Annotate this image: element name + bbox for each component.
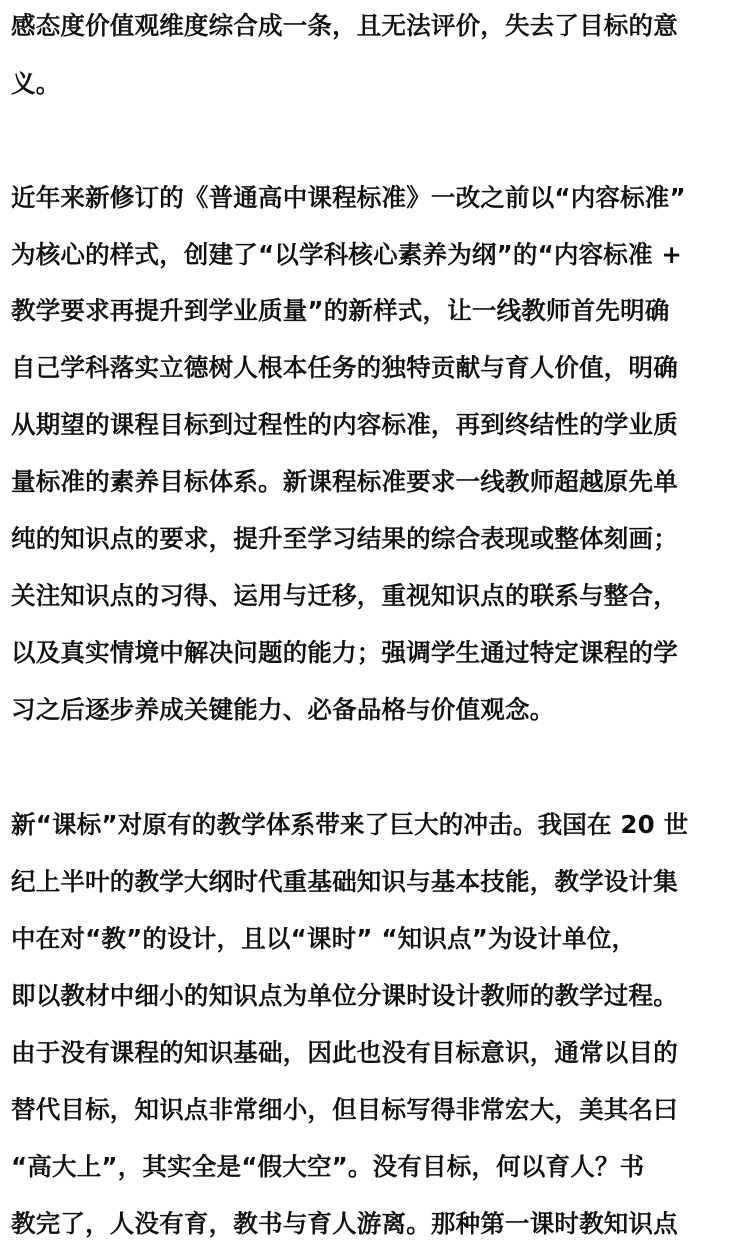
text-line: 即以教材中细小的知识点为单位分课时设计教师的教学过程。 <box>11 981 678 1010</box>
text-line: 纯的知识点的要求，提升至学习结果的综合表现或整体刻画； <box>11 524 678 553</box>
text-line: 教完了，人没有育，教书与育人游离。那种第一课时教知识点 <box>11 1209 678 1238</box>
text-line: 感态度价值观维度综合成一条，且无法评价，失去了目标的意 <box>11 11 678 40</box>
text-line: 关注知识点的习得、运用与迁移，重视知识点的联系与整合， <box>11 581 678 610</box>
text-line: “高大上”，其实全是“假大空”。没有目标，何以育人？书 <box>11 1152 645 1181</box>
text-line: 习之后逐步养成关键能力、必备品格与价值观念。 <box>11 695 555 724</box>
text-line: 中在对“教”的设计，且以“课时” “知识点”为设计单位， <box>11 924 637 953</box>
text-line: 自己学科落实立德树人根本任务的独特贡献与育人价值，明确 <box>11 353 678 382</box>
text-line: 纪上半叶的教学大纲时代重基础知识与基本技能，教学设计集 <box>11 867 678 896</box>
text-line: 教学要求再提升到学业质量”的新样式，让一线教师首先明确 <box>11 296 670 325</box>
text-line: 近年来新修订的《普通高中课程标准》一改之前以“内容标准” <box>11 183 686 212</box>
text-line: 新“课标”对原有的教学体系带来了巨大的冲击。我国在 20 世 <box>11 810 689 839</box>
text-line: 为核心的样式，创建了“以学科核心素养为纲”的“内容标准 + <box>11 240 683 269</box>
text-line: 替代目标，知识点非常细小，但目标写得非常宏大，美其名曰 <box>11 1095 678 1124</box>
text-line: 量标准的素养目标体系。新课程标准要求一线教师超越原先单 <box>11 467 678 496</box>
text-line: 义。 <box>11 69 61 98</box>
text-line: 以及真实情境中解决问题的能力；强调学生通过特定课程的学 <box>11 638 678 667</box>
text-line: 由于没有课程的知识基础，因此也没有目标意识，通常以目的 <box>11 1038 678 1067</box>
text-line: 从期望的课程目标到过程性的内容标准，再到终结性的学业质 <box>11 410 678 439</box>
